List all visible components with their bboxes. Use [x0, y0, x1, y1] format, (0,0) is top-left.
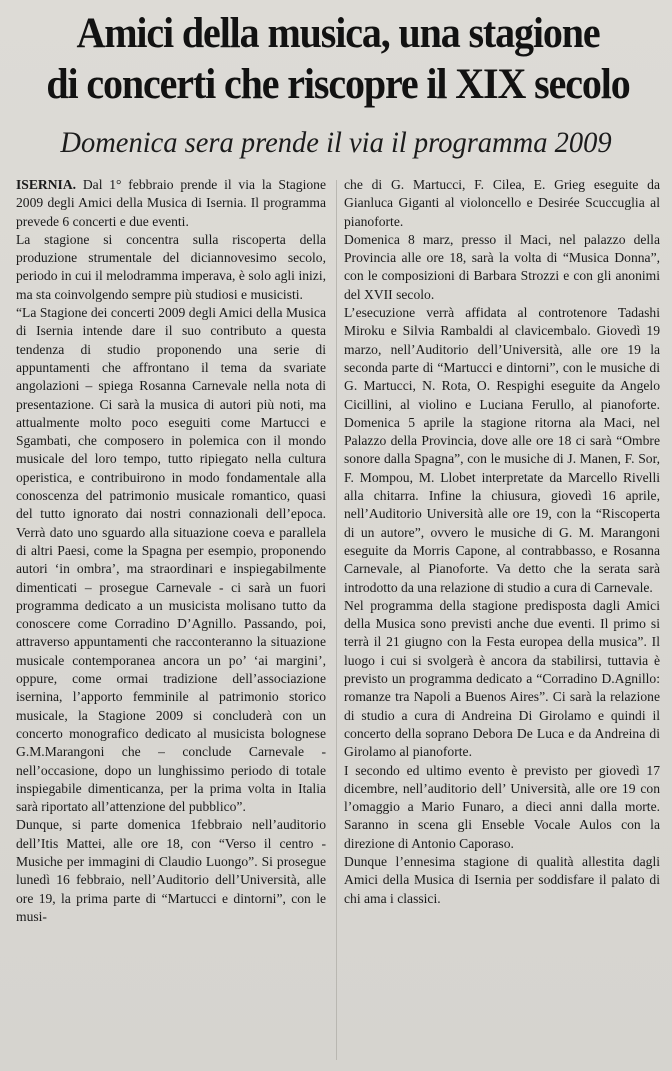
paragraph: Dunque l’ennesima stagione di qualità allestita dagli Amici della Musica di Isernia per soddisfare il palato di chi ama i classici. — [344, 853, 660, 906]
paragraph: Domenica 8 marz, presso il Maci, nel palazzo della Provincia alle ore 18, sarà la volta di “Musica Donna”, con le composizioni di Barbara Strozzi e con gli anonimi del XVII secolo. — [344, 231, 660, 302]
paragraph: “La Stagione dei concerti 2009 degli Amici della Musica di Isernia intende dare il suo contributo a questa tendenza di studio proponendo una serie di appuntamenti che affrontano il tema da svariate angolazioni – spiega Rosanna Carnevale nella nota di presentazione. Ci sarà la musica di autori più noti, ma attualmente molto poco eseguiti come Martucci e Sgambati, che composero in polemica con il mondo musicale del loro tempo, tutto ripiegato nella cultura operistica, e contribuirono in modo fondamentale alla conoscenza del patrimonio musicale romantico, quasi del tutto ignorato dai nostri connazionali dell’epoca. Verrà dato uno sguardo alla situazione coeva e parallela di altri Paesi, come la Spagna per esempio, proponendo autori ‘in ombra’, ma straordinari e inspiegabilmente dimenticati – prosegue Carnevale - ci sarà un fuori programma dedicato a un musicista molisano tutto da conoscere come Corradino D’Agnillo. Passando, poi, attraverso appuntamenti che racconteranno la situazione musicale contemporanea ancora un po’ ‘ai margini’, oppure, come ormai tradizione dell’associazione isernina, l’apporto femminile al patrimonio storico musicale, la Stagione 2009 si concluderà con un concerto monografico dedicato al musicista bolognese G.M.Marangoni che – conclude Carnevale - nell’occasione, dopo un lunghissimo periodo di totale inspiegabile dimenticanza, per la prima volta in Italia sarà riportato all’attenzione del pubblico”. — [16, 305, 326, 815]
article-column-right — [344, 176, 660, 1066]
subheadline: Domenica sera prende il via il programma 2009 — [60, 126, 612, 159]
paragraph: Nel programma della stagione predisposta dagli Amici della Musica sono previsti anche due eventi. Il primo si terrà il 21 giugno con la Festa europea della musica”. Il luogo i cui si svolgerà è ancora da stabilirsi, tuttavia è previsto un programma dedicato a “Corradino D.Agnillo: romanze tra Napoli a Buenos Aires”. Ci sarà la relazione di studio a cura di Andreina Di Girolamo e quindi il concerto della soprano Debora De Luca e da Andreina di Girolamo al pianoforte. — [344, 597, 660, 760]
paragraph: I secondo ed ultimo evento è previsto per giovedì 17 dicembre, nell’auditorio dell’ Università, alle ore 19 con l’omaggio a Mario Funaro, a dieci anni dalla morte. Saranno in scena gli Enseble Vocale Aulos con la direzione di Antonio Caporaso. — [344, 762, 660, 851]
paragraph: La stagione si concentra sulla riscoperta della produzione strumentale del diciannovesimo secolo, periodo in cui il melodramma imperava, è solo agli inizi, ma sta coinvolgendo sempre più studiosi e musicisti. — [16, 231, 326, 302]
headline-line-2: di concerti che riscopre il XIX secolo — [46, 61, 630, 108]
article-column-left — [16, 176, 326, 1066]
headline-line-1: Amici della musica, una stagione — [76, 10, 600, 57]
paragraph — [16, 176, 326, 231]
headline — [33, 8, 643, 110]
paragraph: che di G. Martucci, F. Cilea, E. Grieg eseguite da Gianluca Giganti al violoncello e Desirée Scuccuglia al pianoforte. — [344, 177, 660, 229]
paragraph-text: Dal 1° febbraio prende il via la Stagione 2009 degli Amici della Musica di Isernia. Il programma prevede 6 concerti e due eventi. — [16, 177, 326, 229]
dateline: ISERNIA. — [16, 177, 77, 192]
paragraph: L’esecuzione verrà affidata al controtenore Tadashi Miroku e Silvia Rambaldi al clavicembalo. Giovedì 19 marzo, nell’Auditorio dell’Università, alle ore 19 la seconda parte di “Martucci e dintorni”, con le musiche di G. Martucci, N. Rota, O. Respighi eseguite da Angelo Cicillini, al violino e Luciana Ferullo, al pianoforte. Domenica 5 aprile la stagione ritorna ala Maci, nel Palazzo della Provincia, dove alle ore 18 ci sarà “Ombre sonore dalla Spagna”, con le musiche di J. Manen, F. Sor, F. Mompou, M. Llobet interpretate da Marcello Rivelli alla chitarra. Infine la chiusura, giovedì 16 aprile, nell’Auditorio Università alle ore 19, con la “Riscoperta di un autore”, ovvero le musiche di G. M. Marangoni eseguite da Morris Capone, al contrabbasso, e Rosanna Carnevale, al Pianoforte. Va detto che la serata sarà introdotto da una relazione di studio a cura di Carnevale. — [344, 305, 660, 595]
column-divider — [336, 180, 337, 1060]
paragraph: Dunque, si parte domenica 1febbraio nell’auditorio dell’Itis Mattei, alle ore 18, con “Verso il centro - Musiche per immagini di Claudio Luongo”. Si prosegue lunedì 16 febbraio, nell’Auditorio dell’Università, alle ore 19, la prima parte di “Martucci e dintorni”, con le musi- — [16, 817, 326, 924]
